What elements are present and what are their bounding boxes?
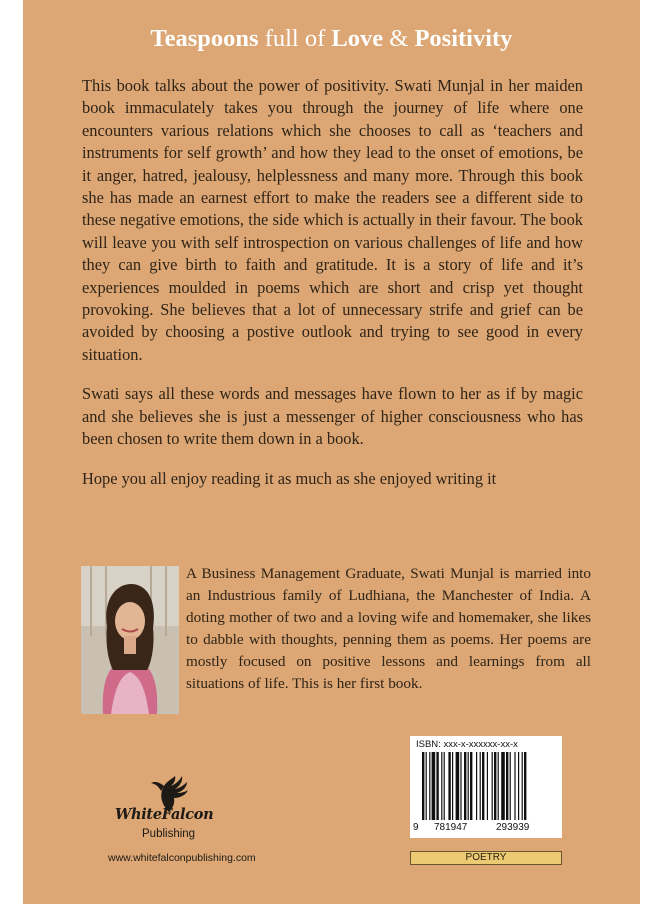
barcode-stripe <box>426 752 427 820</box>
publisher-logo <box>113 770 233 848</box>
barcode-stripe <box>522 752 523 820</box>
barcode-stripe <box>470 752 472 820</box>
barcode-stripe <box>482 752 484 820</box>
barcode-stripe <box>464 752 466 820</box>
publisher-subtitle: Publishing <box>142 828 196 840</box>
barcode-digits-left: 781947 <box>434 822 468 833</box>
description-paragraph-2: Swati says all these words and messages have flown to her as if by magic and she believes she is just a messenger of higher consciousness who has been chosen to write them down in a book. <box>82 384 583 449</box>
cover-title: Teaspoons full of Love & Positivity <box>150 25 513 52</box>
barcode-stripe <box>456 752 460 820</box>
barcode-stripe <box>444 752 445 820</box>
barcode-digits-right: 293939 <box>496 822 530 833</box>
barcode-stripe <box>429 752 430 820</box>
barcode-stripe <box>498 752 499 820</box>
author-photo <box>81 566 179 714</box>
barcode-stripe <box>506 752 508 820</box>
barcode-stripe <box>524 752 526 820</box>
barcode-stripe <box>501 752 505 820</box>
description-paragraph-3: Hope you all enjoy reading it as much as she enjoyed writing it <box>82 468 497 488</box>
description-paragraph-1: This book talks about the power of positivity. Swati Munjal in her maiden book immaculately takes you through the journey of life where one encounters various relations which she chooses to call as ‘teachers and instruments for self growth’ and how they lead to the onset of emotions, be it anger, hatred, jealousy, helplessness and many more. Through this book she has made an earnest effort to make the readers see a different side to these negative emotions, the side which is actually in their favour. The book will leave you with self introspection on various challenges of life and how they can give birth to faith and gratitude. It is a story of life and it’s experiences moulded in poems which are short and crisp yet thought provoking. She believes that a lot of unnecessary strife and grief can be avoided by choosing a postive outlook and trying to see good in every situation. <box>82 76 583 364</box>
barcode-stripe <box>518 752 519 820</box>
barcode-stripe <box>487 752 488 820</box>
barcode-stripe <box>514 752 515 820</box>
barcode-stripe <box>494 752 496 820</box>
author-bio: A Business Management Graduate, Swati Munjal is married into an Industrious family of Ludhiana, the Manchester of India. A doting mother of two and a loving wife and homemaker, she likes to dabble with thoughts, penning them as poems. Her poems are mostly focused on positive lessons and learnings from all situations of life. This is her first book. <box>186 565 591 692</box>
barcode-bars <box>422 752 556 820</box>
back-cover <box>23 0 640 904</box>
barcode-stripe <box>448 752 450 820</box>
barcode-stripe <box>476 752 477 820</box>
barcode-stripe <box>436 752 438 820</box>
barcode-stripe <box>510 752 511 820</box>
barcode-stripe <box>480 752 481 820</box>
isbn-label: ISBN: xxx-x-xxxxxx-xx-x <box>416 739 518 750</box>
barcode-stripe <box>468 752 469 820</box>
publisher-url: www.whitefalconpublishing.com <box>108 852 256 864</box>
barcode-stripe <box>422 752 424 820</box>
genre-label: POETRY <box>410 851 562 865</box>
barcode-stripe <box>432 752 436 820</box>
publisher-wordmark: WhiteFalcon <box>115 806 214 823</box>
barcode <box>410 736 562 838</box>
author-section <box>81 566 591 726</box>
barcode-digit-lead: 9 <box>413 822 419 833</box>
book-description <box>82 75 583 507</box>
barcode-stripe <box>460 752 461 820</box>
barcode-stripe <box>452 752 453 820</box>
barcode-stripe <box>441 752 442 820</box>
barcode-stripe <box>492 752 493 820</box>
